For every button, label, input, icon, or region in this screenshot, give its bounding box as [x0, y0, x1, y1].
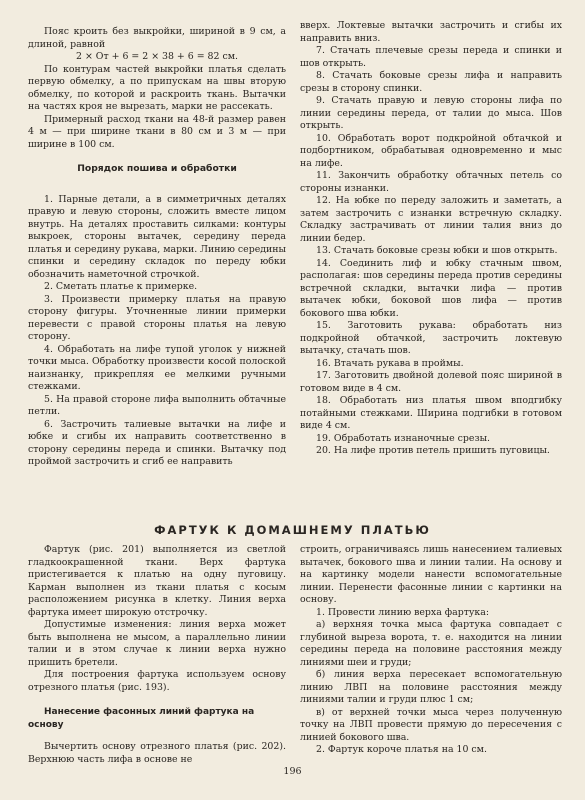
paragraph: 6. Застрочить талиевые вытачки на лифе и юбке и сгибы их направить соответственно в сторону середины переда и спинки. Вытачку под проймой застрочить и сгиб ее направить — [28, 418, 286, 467]
paragraph: Вычертить основу отрезного платья (рис. 202). Верхнюю часть лифа в основе не — [28, 741, 286, 765]
paragraph: б) линия верха пересекает вспомогательную линию ЛВП на половине расстояния между линиями талии и груди плюс 1 см; — [300, 669, 562, 705]
paragraph: Для построения фартука используем основу отрезного платья (рис. 193). — [28, 669, 286, 693]
paragraph: Фартук (рис. 201) выполняется из светлой гладкоокрашенной ткани. Верх фартука пристегивается к платью на одну пуговицу. Карман выполнен из ткани платья с косым расположением рисунка в клетку. Линия верха фартука имеет широкую отстрочку. — [28, 544, 286, 618]
paragraph: 20. На лифе против петель пришить пуговицы. — [316, 445, 550, 456]
paragraph: 4. Обработать на лифе тупой уголок у нижней точки мыса. Обработку произвести косой полоской наизнанку, прикрепляя ее мелкими ручными стежками. — [28, 343, 286, 392]
paragraph: Примерный расход ткани на 48-й размер равен 4 м — при ширине ткани в 80 см и 3 м — при ширине в 100 см. — [28, 113, 286, 150]
paragraph: 7. Стачать плечевые срезы переда и спинки и шов открыть. — [300, 45, 562, 69]
paragraph: 2. Сметать платье к примерке. — [44, 281, 198, 292]
paragraph: вверх. Локтевые вытачки застрочить и сгибы их направить вниз. — [300, 20, 562, 44]
paragraph: 16. Втачать рукава в проймы. — [316, 357, 464, 369]
paragraph: 1. Провести линию верха фартука: — [316, 606, 490, 618]
section-title: ФАРТУК К ДОМАШНЕМУ ПЛАТЬЮ — [154, 523, 431, 537]
paragraph: 1. Парные детали, а в симметричных деталях правую и левую стороны, сложить вместе лицом внутрь. На деталях проставить силками: контуры выкроек, стороны вытачек, середину переда платья и середину рукава, марки. Линию середины спинки и середину складок по переду юбки обозначить наметочной строчкой. — [28, 193, 286, 280]
paragraph: 5. На правой стороне лифа выполнить обтачные петли. — [28, 393, 286, 417]
paragraph: 10. Обработать ворот подкройной обтачкой и подбортником, обрабатывая одновременно и мыс на лифе. — [300, 132, 562, 169]
paragraph: а) верхняя точка мыса фартука совпадает с глубиной выреза ворота, т. е. находится на линии середины переда на половине расстояния между линиями шеи и груди; — [300, 619, 562, 668]
column-bottom-left — [28, 544, 286, 766]
paragraph: 8. Стачать боковые срезы лифа и направить срезы в сторону спинки. — [300, 70, 562, 94]
column-top-left — [28, 26, 286, 469]
section-heading: Порядок пошива и обработки — [77, 163, 237, 174]
paragraph: 15. Заготовить рукава: обработать низ подкройной обтачкой, застрочить локтевую вытачку, стачать шов. — [300, 320, 562, 356]
subsection-heading: Нанесение фасонных линий фартука на основу — [28, 707, 255, 730]
paragraph: Пояс кроить без выкройки, шириной в 9 см, а длиной, равной — [28, 26, 286, 50]
paragraph: строить, ограничиваясь лишь нанесением талиевых вытачек, бокового шва и линии талии. На основу и на картинку модели нанести вспомогательные линии. Перенести фасонные линии с картинки на основу. — [300, 544, 562, 605]
paragraph: 12. На юбке по переду заложить и заметать, а затем застрочить с изнанки встречную складку. Складку застрачивать от линии талия вниз до линии бедер. — [300, 195, 562, 244]
paragraph: 17. Заготовить двойной долевой пояс шириной в готовом виде в 4 см. — [300, 370, 562, 394]
paragraph: 9. Стачать правую и левую стороны лифа по линии середины переда, от талии до мыса. Шов открыть. — [300, 95, 562, 131]
paragraph: 19. Обработать изнаночные срезы. — [316, 432, 491, 444]
paragraph: По контурам частей выкройки платья сделать первую обмелку, а по припускам на швы вторую обмелку, по которой и раскроить ткань. Вытачки на частях кроя не вырезать, марки не рассекать. — [28, 63, 286, 112]
column-top-right — [300, 20, 562, 458]
paragraph: 14. Соединить лиф и юбку стачным швом, располагая: шов середины переда против середины встречной складки, вытачки лифа — против вытачек юбки, боковой шов лифа — против бокового шва юбки. — [300, 257, 562, 319]
column-bottom-right — [300, 544, 562, 757]
formula: 2 × От + 6 = 2 × 38 + 6 = 82 см. — [76, 51, 238, 62]
page-number: 196 — [283, 766, 302, 777]
paragraph: 3. Произвести примерку платья на правую сторону фигуры. Уточненные линии примерки перевести с правой стороны платья на левую сторону. — [28, 293, 286, 342]
paragraph: 2. Фартук короче платья на 10 см. — [316, 744, 487, 755]
paragraph: 18. Обработать низ платья швом вподгибку потайными стежками. Ширина подгибки в готовом виде 4 см. — [300, 395, 562, 431]
paragraph: Допустимые изменения: линия верха может быть выполнена не мысом, а параллельно линии талии и в этом случае к линии верха нужно пришить бретели. — [28, 619, 286, 668]
paragraph: в) от верхней точки мыса через полученную точку на ЛВП провести прямую до пересечения с линией бокового шва. — [300, 706, 562, 743]
paragraph: 11. Закончить обработку обтачных петель со стороны изнанки. — [300, 170, 562, 194]
paragraph: 13. Стачать боковые срезы юбки и шов открыть. — [316, 245, 558, 256]
